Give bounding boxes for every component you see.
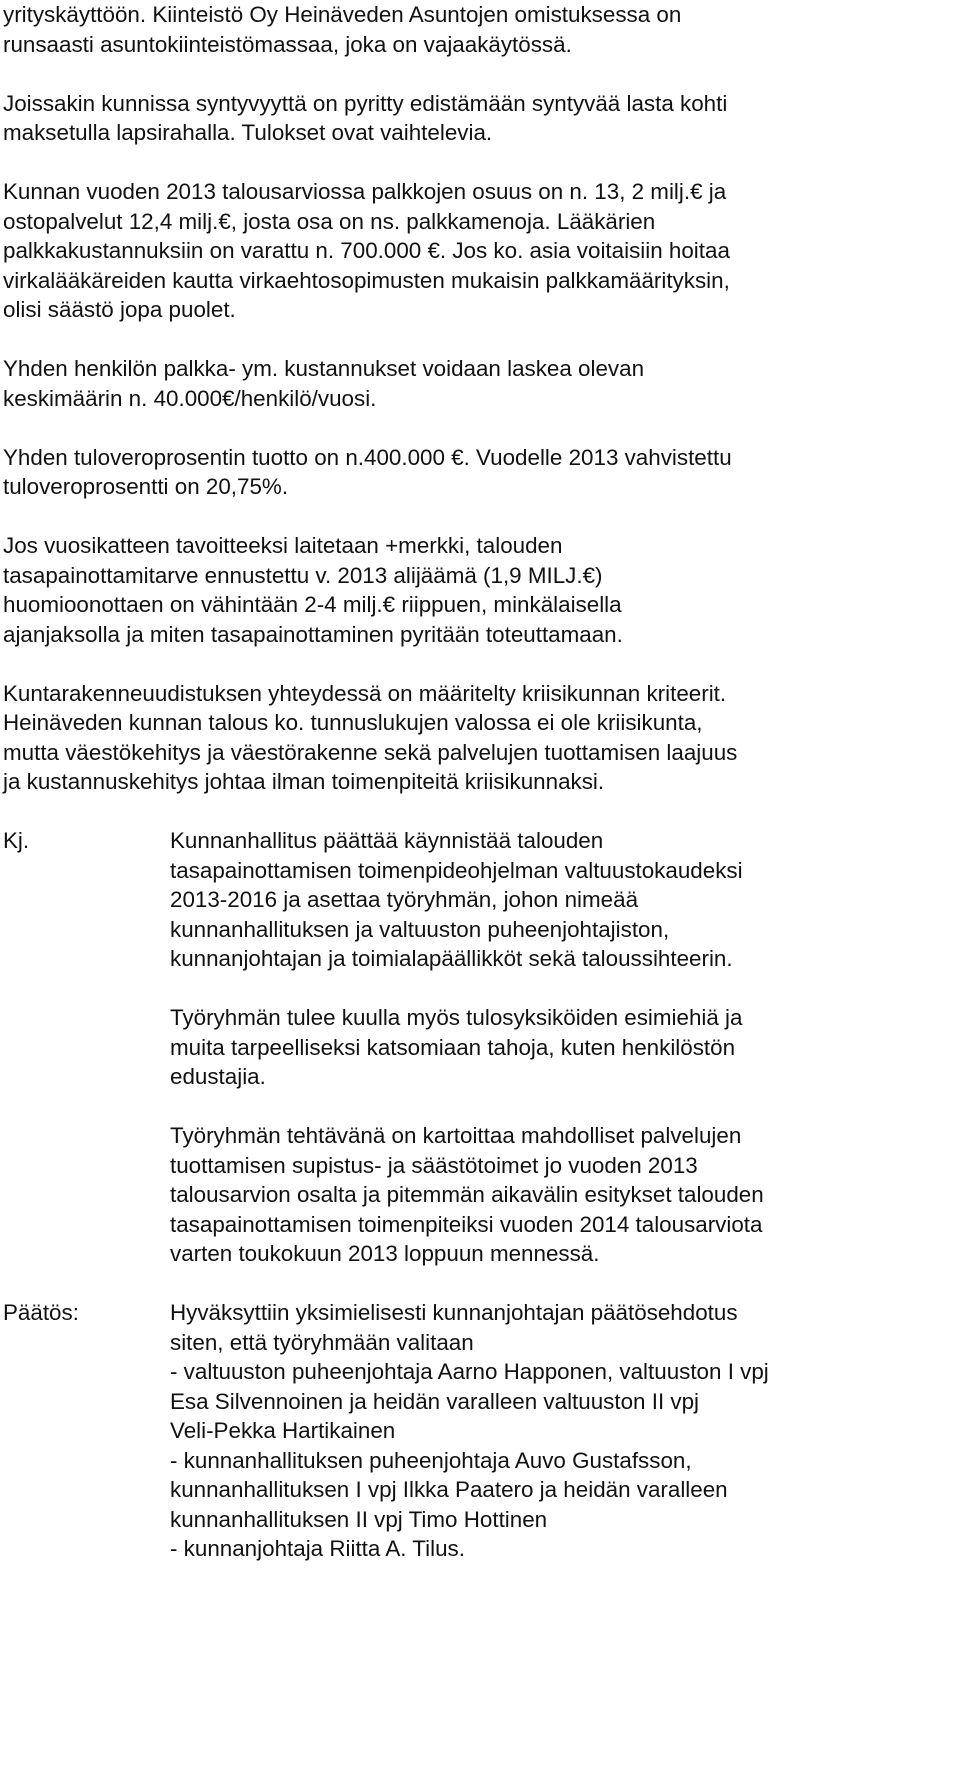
text-line: Hyväksyttiin yksimielisesti kunnanjohtajan päätösehdotus	[170, 1300, 738, 1325]
text-line: yrityskäyttöön. Kiinteistö Oy Heinäveden Asuntojen omistuksessa on	[3, 2, 682, 27]
text-line: kunnanhallituksen I vpj Ilkka Paatero ja heidän varalleen	[170, 1477, 728, 1502]
text-line: keskimäärin n. 40.000€/henkilö/vuosi.	[3, 385, 377, 411]
text-line: Veli-Pekka Hartikainen	[170, 1418, 396, 1443]
text-line: edustajia.	[170, 1064, 266, 1089]
text-line: Kuntarakenneuudistuksen yhteydessä on määritelty kriisikunnan kriteerit.	[3, 680, 727, 706]
paragraph-child-allowance	[3, 89, 943, 148]
text-line: Esa Silvennoinen ja heidän varalleen valtuuston II vpj	[170, 1388, 700, 1414]
text-line: Yhden henkilön palkka- ym. kustannukset voidaan laskea olevan	[3, 356, 645, 381]
text-line: Jos vuosikatteen tavoitteeksi laitetaan +merkki, talouden	[3, 533, 563, 558]
paragraph-budget-salaries	[3, 177, 943, 325]
text-line: tasapainottamisen toimenpiteiksi vuoden 2014 talousarviota	[170, 1211, 763, 1237]
decision-label: Päätös:	[3, 1300, 79, 1325]
kj-proposal-text	[170, 826, 943, 974]
text-line: Heinäveden kunnan talous ko. tunnuslukujen valossa ei ole kriisikunta,	[3, 710, 703, 735]
text-line: - valtuuston puheenjohtaja Aarno Happonen, valtuuston I vpj	[170, 1359, 769, 1384]
text-line: kunnanhallituksen II vpj Timo Hottinen	[170, 1506, 548, 1532]
text-line: tasapainottamitarve ennustettu v. 2013 alijäämä (1,9 MILJ.€)	[3, 562, 603, 588]
kj-label: Kj.	[3, 828, 30, 853]
text-line: palkkakustannuksiin on varattu n. 700.000 €. Jos ko. asia voitaisiin hoitaa	[3, 238, 730, 263]
text-line: Yhden tuloveroprosentin tuotto on n.400.000 €. Vuodelle 2013 vahvistettu	[3, 444, 732, 470]
decision-section	[3, 1298, 943, 1564]
text-line: Joissakin kunnissa syntyvyyttä on pyritty edistämään syntyvää lasta kohti	[3, 90, 728, 116]
paragraph-tax-rate	[3, 443, 943, 502]
text-line: - kunnanhallituksen puheenjohtaja Auvo Gustafsson,	[170, 1447, 692, 1473]
text-line: olisi säästö jopa puolet.	[3, 297, 236, 322]
document-page	[3, 0, 943, 1564]
text-line: virkalääkäreiden kautta virkaehtosopimusten mukaisin palkkamäärityksin,	[3, 267, 730, 293]
text-line: varten toukokuun 2013 loppuun mennessä.	[170, 1241, 600, 1266]
text-line: ajanjaksolla ja miten tasapainottaminen pyritään toteuttamaan.	[3, 621, 623, 647]
text-line: 2013-2016 ja asettaa työryhmän, johon nimeää	[170, 887, 639, 912]
text-line: runsaasti asuntokiinteistömassaa, joka on vajaakäytössä.	[3, 31, 572, 57]
text-line: maksetulla lapsirahalla. Tulokset ovat vaihtelevia.	[3, 120, 493, 145]
text-line: kunnanjohtajan ja toimialapäällikköt sekä taloussihteerin.	[170, 946, 733, 971]
kj-working-group-task	[170, 1121, 943, 1269]
decision-text	[170, 1298, 943, 1564]
text-line: kunnanhallituksen ja valtuuston puheenjohtajiston,	[170, 916, 670, 942]
text-line: huomioonottaen on vähintään 2-4 milj.€ riippuen, minkälaisella	[3, 592, 622, 617]
text-line: muita tarpeelliseksi katsomiaan tahoja, kuten henkilöstön	[170, 1034, 736, 1060]
text-line: ja kustannuskehitys johtaa ilman toimenpiteitä kriisikunnaksi.	[3, 769, 605, 794]
text-line: - kunnanjohtaja Riitta A. Tilus.	[170, 1536, 465, 1561]
kj-working-group-consult	[170, 1003, 943, 1092]
paragraph-housing	[3, 0, 943, 59]
text-line: siten, että työryhmään valitaan	[170, 1329, 474, 1355]
text-line: Työryhmän tehtävänä on kartoittaa mahdolliset palvelujen	[170, 1123, 742, 1148]
text-line: tasapainottamisen toimenpideohjelman valtuustokaudeksi	[170, 857, 743, 883]
text-line: tuloveroprosentti on 20,75%.	[3, 474, 289, 499]
text-line: tuottamisen supistus- ja säästötoimet jo vuoden 2013	[170, 1152, 698, 1178]
text-line: mutta väestökehitys ja väestörakenne sekä palvelujen tuottamisen laajuus	[3, 739, 738, 765]
text-line: Kunnan vuoden 2013 talousarviossa palkkojen osuus on n. 13, 2 milj.€ ja	[3, 179, 727, 204]
text-line: Kunnanhallitus päättää käynnistää talouden	[170, 828, 604, 853]
paragraph-crisis-municipality	[3, 679, 943, 797]
paragraph-person-costs	[3, 354, 943, 413]
text-line: talousarvion osalta ja pitemmän aikavälin esitykset talouden	[170, 1182, 764, 1207]
text-line: Työryhmän tulee kuulla myös tulosyksiköiden esimiehiä ja	[170, 1005, 743, 1030]
text-line: ostopalvelut 12,4 milj.€, josta osa on ns. palkkamenoja. Lääkärien	[3, 208, 656, 234]
kj-proposal-section	[3, 826, 943, 974]
paragraph-balancing-need	[3, 531, 943, 649]
